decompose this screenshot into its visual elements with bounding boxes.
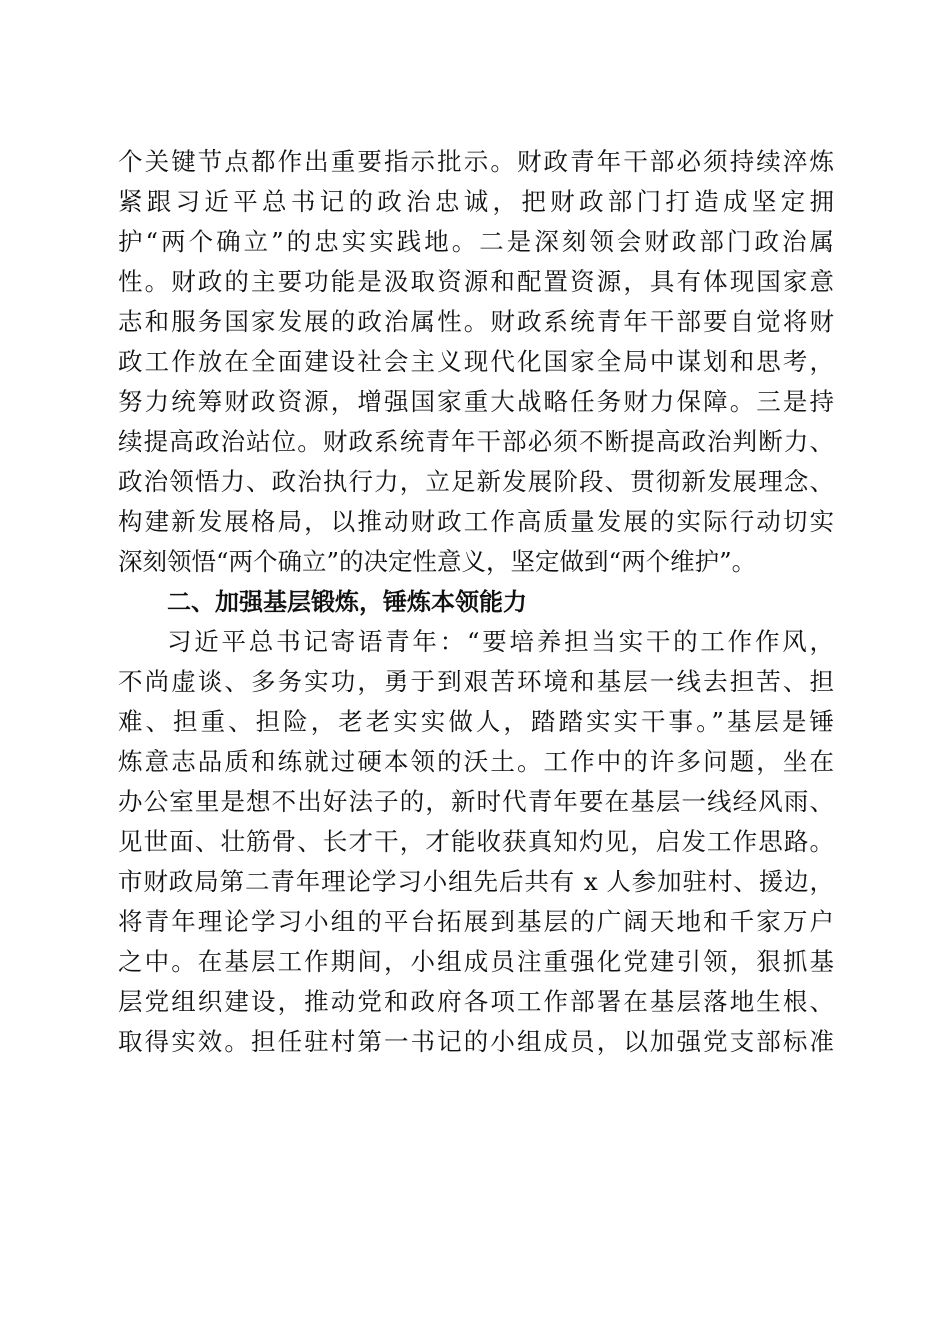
text-line: 政工作放在全面建设社会主义现代化国家全局中谋划和思考， bbox=[118, 347, 834, 376]
text-line: 续提高政治站位。财政系统青年干部必须不断提高政治判断力、 bbox=[118, 427, 834, 456]
text-line: 深刻领悟“两个确立”的决定性意义，坚定做到“两个维护”。 bbox=[118, 547, 757, 576]
text-line: 政治领悟力、政治执行力，立足新发展阶段、贯彻新发展理念、 bbox=[118, 467, 834, 496]
text-line: 个关键节点都作出重要指示批示。财政青年干部必须持续淬炼 bbox=[118, 147, 834, 176]
text-line: 炼意志品质和练就过硬本领的沃土。工作中的许多问题，坐在 bbox=[118, 747, 834, 776]
text-line: 层党组织建设，推动党和政府各项工作部署在基层落地生根、 bbox=[118, 987, 834, 1016]
text-line: 不尚虚谈、多务实功，勇于到艰苦环境和基层一线去担苦、担 bbox=[118, 667, 834, 696]
text-line: 护“两个确立”的忠实实践地。二是深刻领会财政部门政治属 bbox=[118, 227, 834, 256]
text-line: 见世面、壮筋骨、长才干，才能收获真知灼见，启发工作思路。 bbox=[118, 827, 834, 856]
text-line: 志和服务国家发展的政治属性。财政系统青年干部要自觉将财 bbox=[118, 307, 834, 336]
text-line: 取得实效。担任驻村第一书记的小组成员，以加强党支部标准 bbox=[118, 1027, 834, 1056]
paragraph-political-loyalty bbox=[118, 142, 834, 582]
document-body bbox=[118, 142, 834, 1062]
text-line: 努力统筹财政资源，增强国家重大战略任务财力保障。三是持 bbox=[118, 387, 834, 416]
text-line: 之中。在基层工作期间，小组成员注重强化党建引领，狠抓基 bbox=[118, 947, 834, 976]
text-line: 办公室里是想不出好法子的，新时代青年要在基层一线经风雨、 bbox=[118, 787, 834, 816]
text-line: 性。财政的主要功能是汲取资源和配置资源，具有体现国家意 bbox=[118, 267, 834, 296]
text-line: 构建新发展格局，以推动财政工作高质量发展的实际行动切实 bbox=[118, 507, 834, 536]
text-line: 市财政局第二青年理论学习小组先后共有 x 人参加驻村、援边， bbox=[118, 867, 834, 896]
section-heading: 二、加强基层锻炼，锤炼本领能力 bbox=[167, 588, 527, 616]
paragraph-grassroots-training bbox=[118, 622, 834, 1062]
text-line: 紧跟习近平总书记的政治忠诚，把财政部门打造成坚定拥 bbox=[118, 187, 834, 216]
text-line: 习近平总书记寄语青年：“要培养担当实干的工作作风， bbox=[167, 627, 834, 656]
text-line: 难、担重、担险，老老实实做人，踏踏实实干事。”基层是锤 bbox=[118, 707, 834, 736]
text-line: 将青年理论学习小组的平台拓展到基层的广阔天地和千家万户 bbox=[118, 907, 834, 936]
